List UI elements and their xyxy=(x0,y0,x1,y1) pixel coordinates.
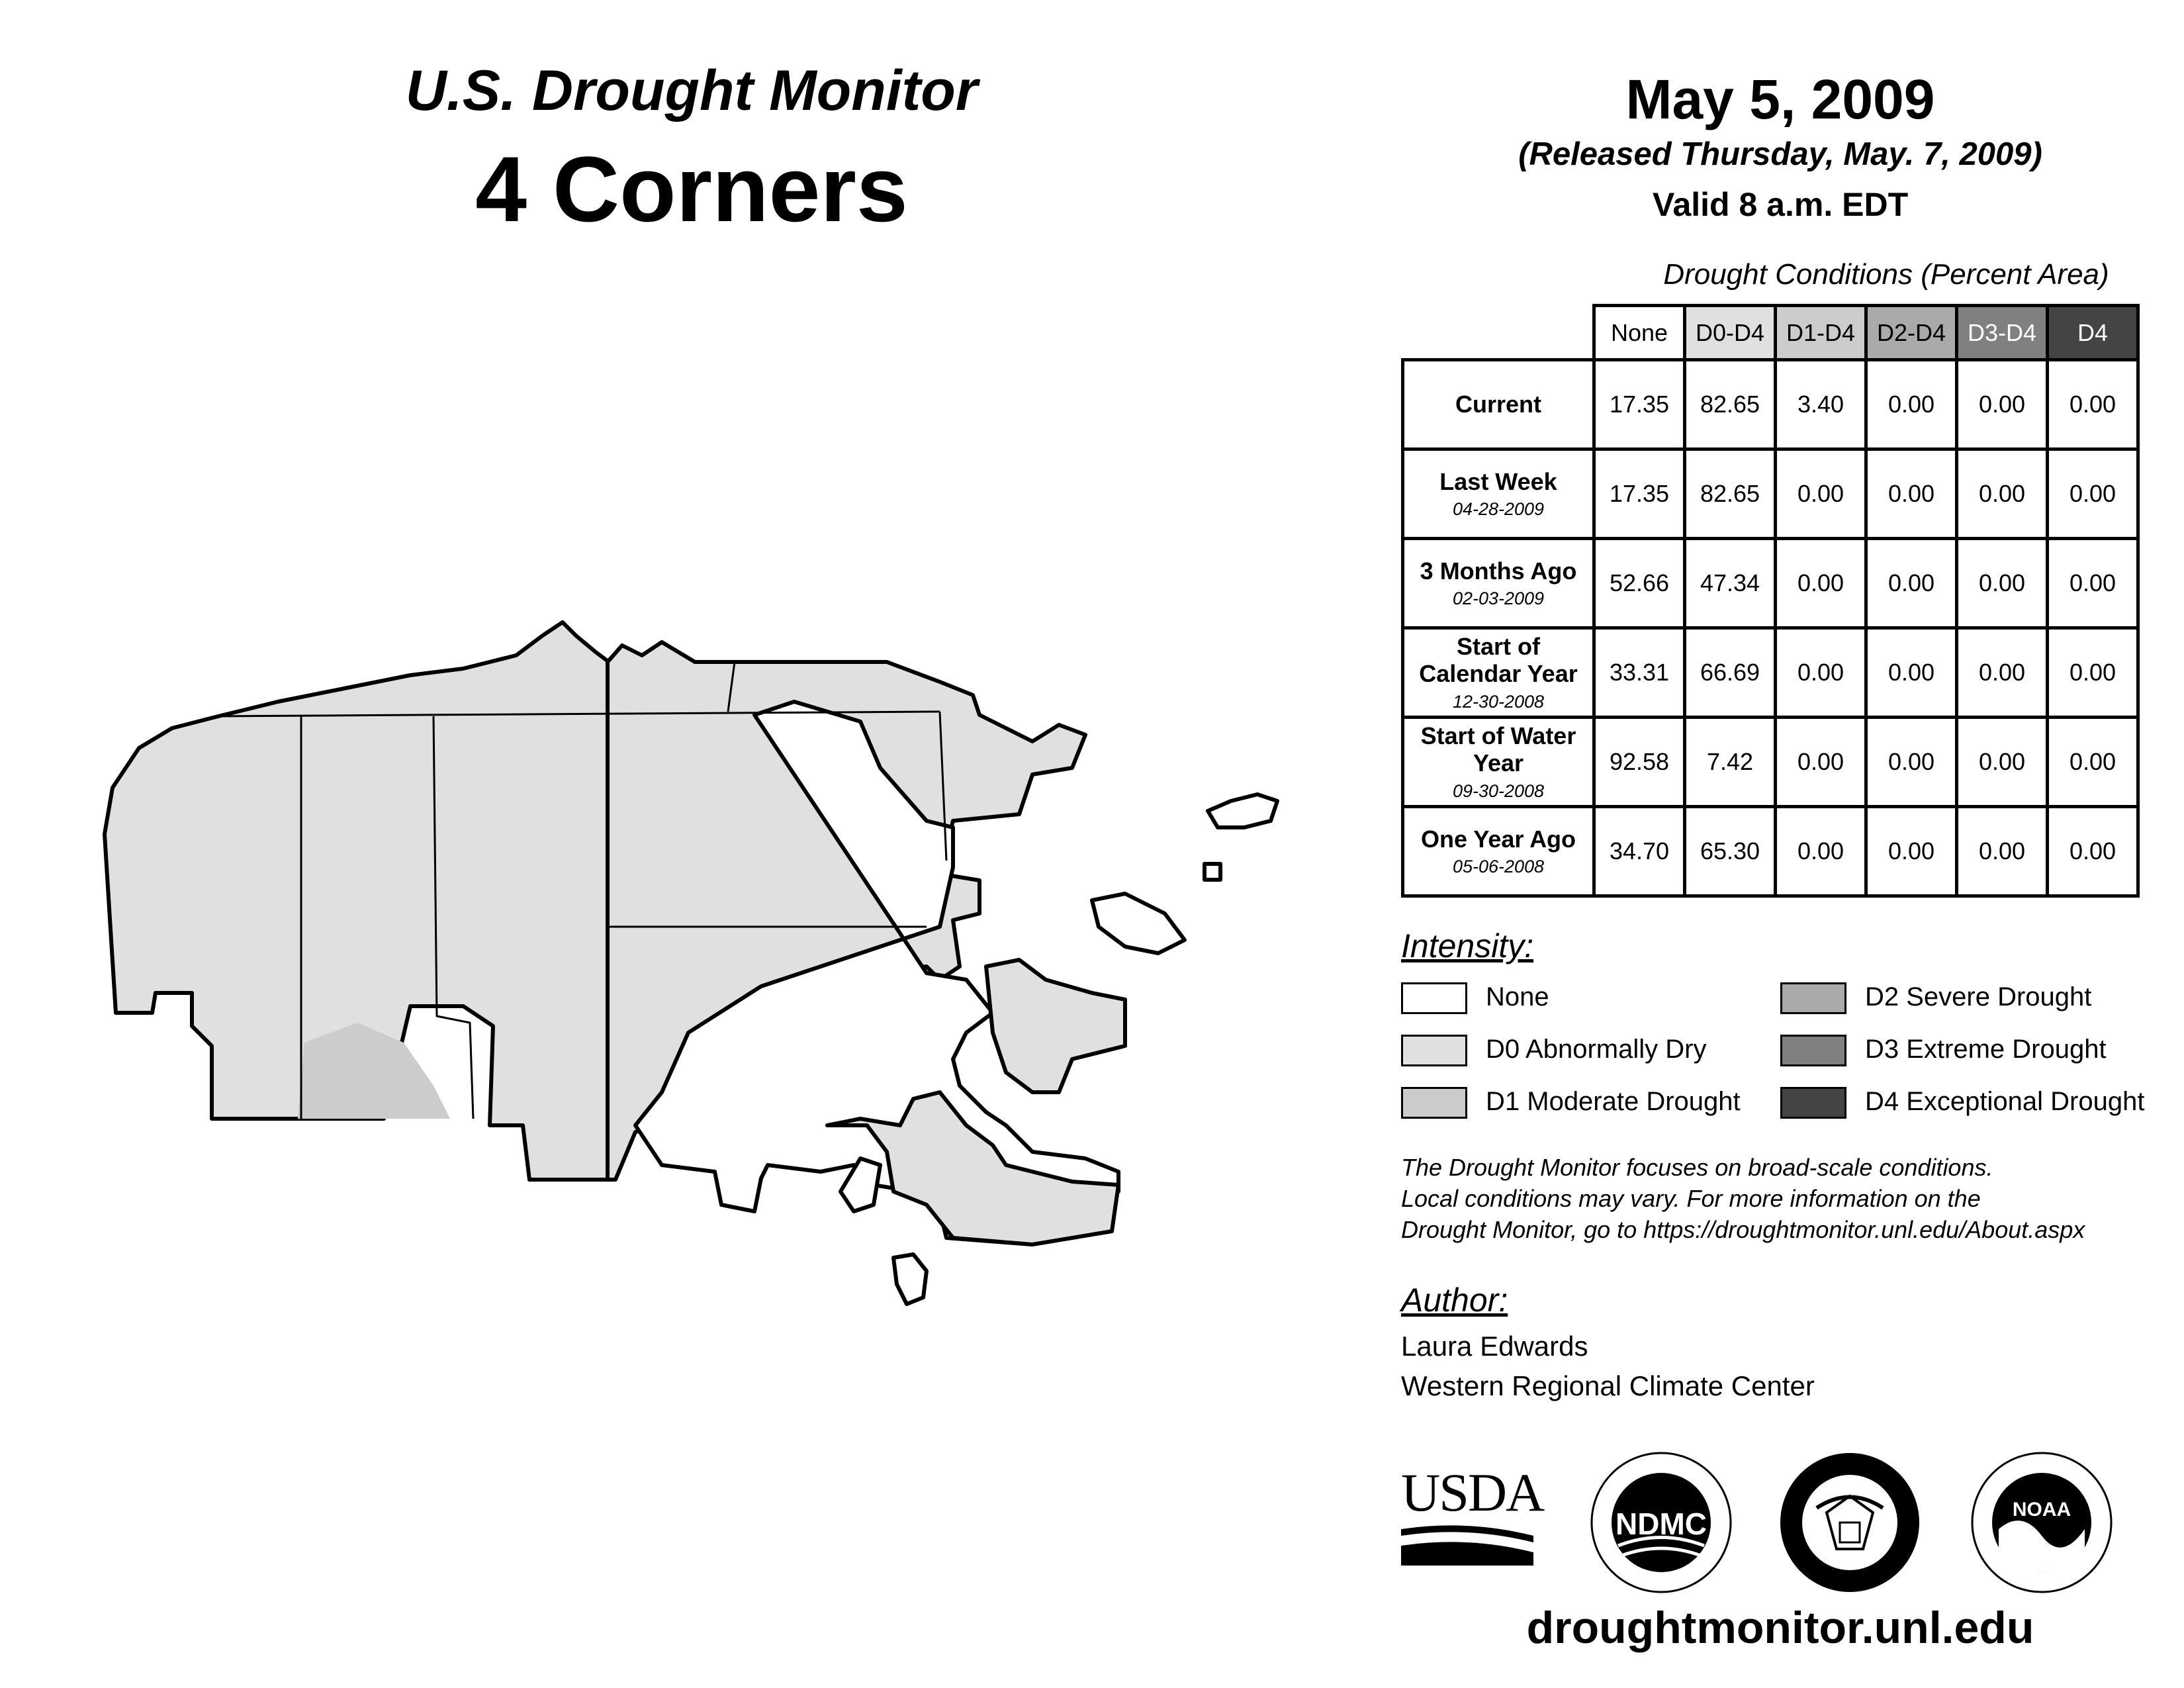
cell: 0.00 xyxy=(1776,807,1866,896)
row-label: Start of Calendar Year 12-30-2008 xyxy=(1403,628,1594,718)
cell: 3.40 xyxy=(1776,360,1866,449)
col-d2-d4: D2-D4 xyxy=(1866,306,1957,360)
ndmc-text: NDMC xyxy=(1615,1507,1707,1541)
region-island-1 xyxy=(1205,864,1220,880)
cell: 0.00 xyxy=(1957,807,2048,896)
commerce-seal xyxy=(1777,1450,1923,1595)
cell: 47.34 xyxy=(1685,539,1776,628)
cell: 0.00 xyxy=(1776,449,1866,539)
legend-label-d4: D4 Exceptional Drought xyxy=(1865,1087,2145,1116)
author-title: Author: xyxy=(1401,1282,1508,1319)
legend-label-none: None xyxy=(1486,982,1549,1011)
legend-swatch-none xyxy=(1401,982,1467,1014)
valid-time: Valid 8 a.m. EDT xyxy=(1652,186,1909,223)
legend-swatch-d0 xyxy=(1401,1035,1467,1066)
cell: 0.00 xyxy=(1866,539,1957,628)
cell: 82.65 xyxy=(1685,360,1776,449)
cell: 82.65 xyxy=(1685,449,1776,539)
table-row xyxy=(1403,807,2138,896)
author-name: Laura Edwards xyxy=(1401,1331,1588,1362)
ndmc-logo xyxy=(1588,1450,1734,1595)
cell: 0.00 xyxy=(2048,360,2138,449)
cell: 0.00 xyxy=(1957,360,2048,449)
note-line: Drought Monitor, go to https://droughtmonitor.unl.edu/About.aspx xyxy=(1401,1216,2085,1243)
cell: 0.00 xyxy=(1866,807,1957,896)
ndmc-seal-icon xyxy=(1588,1450,1734,1595)
cell: 0.00 xyxy=(1957,449,2048,539)
row-label: 3 Months Ago 02-03-2009 xyxy=(1403,539,1594,628)
author-org: Western Regional Climate Center xyxy=(1401,1370,1815,1401)
col-d0-d4: D0-D4 xyxy=(1685,306,1776,360)
corner-cell xyxy=(1403,306,1594,360)
table-row xyxy=(1403,718,2138,807)
region-island-3 xyxy=(893,1254,927,1304)
release-date: (Released Thursday, May. 7, 2009) xyxy=(1518,136,2042,172)
cell: 0.00 xyxy=(2048,628,2138,718)
cell: 0.00 xyxy=(1866,718,1957,807)
table-row xyxy=(1403,449,2138,539)
cell: 65.30 xyxy=(1685,807,1776,896)
cell: 17.35 xyxy=(1594,449,1685,539)
legend-label-d2: D2 Severe Drought xyxy=(1865,982,2092,1011)
cell: 0.00 xyxy=(1957,539,2048,628)
cell: 92.58 xyxy=(1594,718,1685,807)
table-row xyxy=(1403,360,2138,449)
commerce-seal-icon xyxy=(1777,1450,1923,1595)
row-label: One Year Ago 05-06-2008 xyxy=(1403,807,1594,896)
cell: 0.00 xyxy=(2048,539,2138,628)
cell: 17.35 xyxy=(1594,360,1685,449)
region-east-2 xyxy=(1092,894,1185,953)
region-island-2 xyxy=(1208,794,1277,827)
legend-swatch-d4 xyxy=(1780,1087,1846,1119)
legend-swatch-d1 xyxy=(1401,1087,1467,1119)
cell: 0.00 xyxy=(2048,807,2138,896)
col-d1-d4: D1-D4 xyxy=(1776,306,1866,360)
legend-label-d1: D1 Moderate Drought xyxy=(1486,1087,1741,1116)
region-d1 xyxy=(298,1023,450,1119)
conditions-title: Drought Conditions (Percent Area) xyxy=(1663,258,2109,291)
intensity-title: Intensity: xyxy=(1401,927,1534,964)
cell: 0.00 xyxy=(1866,628,1957,718)
cell: 0.00 xyxy=(1776,718,1866,807)
col-d3-d4: D3-D4 xyxy=(1957,306,2048,360)
row-label: Start of Water Year 09-30-2008 xyxy=(1403,718,1594,807)
legend-swatch-d3 xyxy=(1780,1035,1846,1066)
region-east-1 xyxy=(986,960,1125,1092)
legend-swatch-d2 xyxy=(1780,982,1846,1014)
table-row xyxy=(1403,539,2138,628)
cell: 33.31 xyxy=(1594,628,1685,718)
cell: 0.00 xyxy=(2048,449,2138,539)
region-title: 4 Corners xyxy=(475,137,908,241)
cell: 66.69 xyxy=(1685,628,1776,718)
table-row xyxy=(1403,628,2138,718)
legend-label-d0: D0 Abnormally Dry xyxy=(1486,1035,1707,1064)
cell: 0.00 xyxy=(2048,718,2138,807)
cell: 0.00 xyxy=(1957,718,2048,807)
cell: 0.00 xyxy=(1776,539,1866,628)
legend-label-d3: D3 Extreme Drought xyxy=(1865,1035,2107,1064)
conditions-table xyxy=(1401,304,2140,898)
noaa-seal-icon xyxy=(1969,1450,2115,1595)
noaa-text: NOAA xyxy=(2012,1499,2071,1521)
site-url[interactable]: droughtmonitor.unl.edu xyxy=(1526,1603,2034,1653)
cell: 0.00 xyxy=(1776,628,1866,718)
disclaimer-note xyxy=(1401,1152,2085,1245)
usda-swoosh-icon xyxy=(1401,1516,1533,1569)
cell: 7.42 xyxy=(1685,718,1776,807)
col-none: None xyxy=(1594,306,1685,360)
col-d4: D4 xyxy=(2048,306,2138,360)
note-line: Local conditions may vary. For more information on the xyxy=(1401,1185,1981,1212)
note-line: The Drought Monitor focuses on broad-scale conditions. xyxy=(1401,1154,1993,1181)
usda-logo: USDA xyxy=(1401,1466,1540,1566)
noaa-logo xyxy=(1969,1450,2115,1595)
map-title: U.S. Drought Monitor xyxy=(405,59,978,122)
cell: 52.66 xyxy=(1594,539,1685,628)
cell: 0.00 xyxy=(1866,449,1957,539)
map-date: May 5, 2009 xyxy=(1625,68,1935,130)
row-label: Last Week 04-28-2009 xyxy=(1403,449,1594,539)
cell: 34.70 xyxy=(1594,807,1685,896)
row-label: Current xyxy=(1403,360,1594,449)
cell: 0.00 xyxy=(1957,628,2048,718)
cell: 0.00 xyxy=(1866,360,1957,449)
